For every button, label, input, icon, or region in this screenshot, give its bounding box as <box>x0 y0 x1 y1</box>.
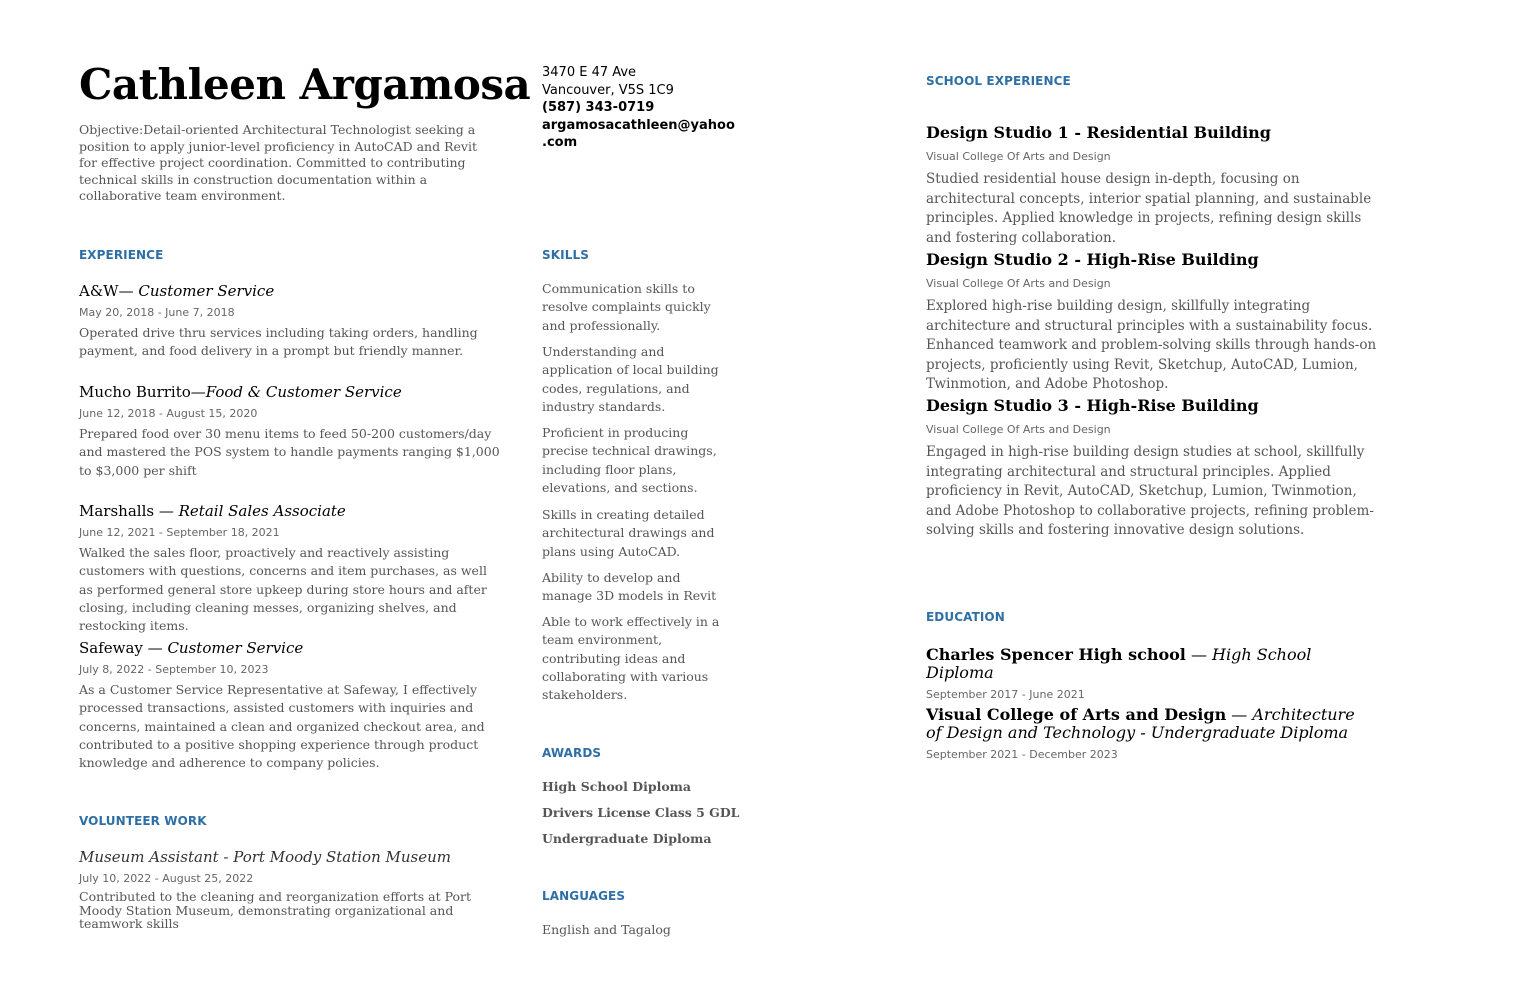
address-line-1: 3470 E 47 Ave <box>542 65 637 80</box>
email-line-1[interactable]: argamosacathleen@yahoo <box>542 117 735 133</box>
school-institution: Visual College Of Arts and Design <box>926 150 1111 163</box>
job-role: Retail Sales Associate <box>178 502 346 520</box>
education-dates: September 2017 - June 2021 <box>926 688 1085 701</box>
experience-entry-title <box>79 502 504 520</box>
skill-item: Able to work effectively in a team environment, contributing ideas and collaborating with various stakeholders. <box>542 614 720 703</box>
job-role: Customer Service <box>138 282 275 300</box>
skill-item: Skills in creating detailed architectural drawings and plans using AutoCAD. <box>542 507 715 559</box>
separator: — <box>142 639 168 657</box>
separator: — <box>190 383 206 401</box>
experience-entry-title <box>79 639 504 657</box>
experience-entry-title <box>79 383 504 401</box>
email-line-2[interactable]: .com <box>542 135 578 150</box>
school-description: Studied residential house design in-depth, focusing on architectural concepts, interior spatial planning, and sustainable principles. Applied knowledge in projects, refining design skills and fostering collaboration. <box>926 171 1372 246</box>
education-entry <box>926 646 1366 701</box>
separator: — <box>154 502 179 520</box>
school-entry <box>926 123 1386 248</box>
separator: — <box>118 282 139 300</box>
award-item: Undergraduate Diploma <box>542 831 712 846</box>
education-entry-title <box>926 706 1366 742</box>
job-role: Customer Service <box>167 639 304 657</box>
school-entry <box>926 250 1386 395</box>
school-entry-title: Design Studio 1 - Residential Building <box>926 123 1271 142</box>
school-description: Explored high-rise building design, skillfully integrating architecture and structural principles with a sustainability focus. Enhanced teamwork and problem-solving skills through hands-on projects, proficiently using Revit, Sketchup, AutoCAD, Lumion, Twinmotion, and Adobe Photoshop. <box>926 298 1377 392</box>
experience-entry <box>79 639 504 772</box>
company-name: Mucho Burrito <box>79 383 191 401</box>
education-credential: High School Diploma <box>926 645 1312 682</box>
skill-item: Ability to develop and manage 3D models in Revit <box>542 570 717 604</box>
experience-dates: May 20, 2018 - June 7, 2018 <box>79 306 235 319</box>
address-line-2: Vancouver, V5S 1C9 <box>542 82 674 98</box>
awards-heading: AWARDS <box>542 746 602 760</box>
school-entry-title: Design Studio 3 - High-Rise Building <box>926 396 1259 415</box>
volunteer-role: Museum Assistant - Port Moody Station Museum <box>79 848 451 866</box>
volunteer-entry <box>79 848 499 931</box>
experience-entry-title <box>79 282 504 300</box>
phone-number: (587) 343-0719 <box>542 100 655 115</box>
school-entry <box>926 396 1386 541</box>
experience-description: Walked the sales floor, proactively and reactively assisting customers with questions, concerns and item purchases, as well as performed general store upkeep during store hours and after closing, including cleaning messes, organizing shelves, and restocking items. <box>79 545 487 634</box>
volunteer-description: Contributed to the cleaning and reorganization efforts at Port Moody Station Museum, demonstrating organizational and teamwork skills <box>79 889 472 931</box>
volunteer-dates: July 10, 2022 - August 25, 2022 <box>79 872 254 885</box>
award-item: Drivers License Class 5 GDL <box>542 805 740 820</box>
education-heading: EDUCATION <box>926 610 1005 624</box>
experience-dates: June 12, 2021 - September 18, 2021 <box>79 526 280 539</box>
job-role: Food & Customer Service <box>205 383 402 401</box>
school-institution: Visual College Of Arts and Design <box>926 277 1111 290</box>
education-institution: Charles Spencer High school <box>926 645 1186 664</box>
education-entry <box>926 706 1366 761</box>
education-dates: September 2021 - December 2023 <box>926 748 1118 761</box>
experience-description: As a Customer Service Representative at Safeway, I effectively processed transactions, assisted customers with inquiries and concerns, maintained a clean and organized checkout area, and contributed to a positive shopping experience through product knowledge and adherence to company policies. <box>79 682 485 771</box>
school-experience-heading: SCHOOL EXPERIENCE <box>926 74 1071 88</box>
experience-entry <box>79 282 504 361</box>
experience-dates: July 8, 2022 - September 10, 2023 <box>79 663 269 676</box>
volunteer-heading: VOLUNTEER WORK <box>79 814 207 828</box>
skill-item: Communication skills to resolve complaints quickly and professionally. <box>542 281 711 333</box>
school-institution: Visual College Of Arts and Design <box>926 423 1111 436</box>
experience-heading: EXPERIENCE <box>79 248 164 262</box>
company-name: A&W <box>79 282 119 300</box>
languages-text: English and Tagalog <box>542 922 671 937</box>
school-description: Engaged in high-rise building design studies at school, skillfully integrating architectural and structural principles. Applied proficiency in Revit, AutoCAD, Sketchup, Lumion, Twinmotion, and Adobe Photoshop to collaborative projects, refining problem-solving skills and fostering innovative design solutions. <box>926 444 1374 538</box>
separator: — <box>1226 705 1253 724</box>
objective-text: Objective:Detail-oriented Architectural Technologist seeking a position to apply junior-level proficiency in AutoCAD and Revit for effective project coordination. Committed to contributing technical skills in construction documentation within a collaborative team environment. <box>79 122 477 203</box>
education-entry-title <box>926 646 1366 682</box>
experience-entry <box>79 502 504 635</box>
skill-item: Understanding and application of local building codes, regulations, and industry standards. <box>542 344 719 414</box>
skill-item: Proficient in producing precise technical drawings, including floor plans, elevations, and sections. <box>542 425 717 495</box>
company-name: Marshalls <box>79 502 155 520</box>
award-item: High School Diploma <box>542 779 691 794</box>
experience-description: Operated drive thru services including taking orders, handling payment, and food delivery in a prompt but friendly manner. <box>79 325 478 359</box>
skills-heading: SKILLS <box>542 248 589 262</box>
experience-entry <box>79 383 504 480</box>
candidate-name: Cathleen Argamosa <box>79 60 531 109</box>
education-institution: Visual College of Arts and Design <box>926 705 1227 724</box>
experience-dates: June 12, 2018 - August 15, 2020 <box>79 407 258 420</box>
company-name: Safeway <box>79 639 143 657</box>
separator: — <box>1185 645 1213 664</box>
languages-heading: LANGUAGES <box>542 889 626 903</box>
school-entry-title: Design Studio 2 - High-Rise Building <box>926 250 1259 269</box>
experience-description: Prepared food over 30 menu items to feed 50-200 customers/day and mastered the POS system to handle payments ranging $1,000 to $3,000 per shift <box>79 426 500 478</box>
contact-block <box>542 64 735 152</box>
education-credential: Architecture of Design and Technology - Undergraduate Diploma <box>926 705 1355 742</box>
